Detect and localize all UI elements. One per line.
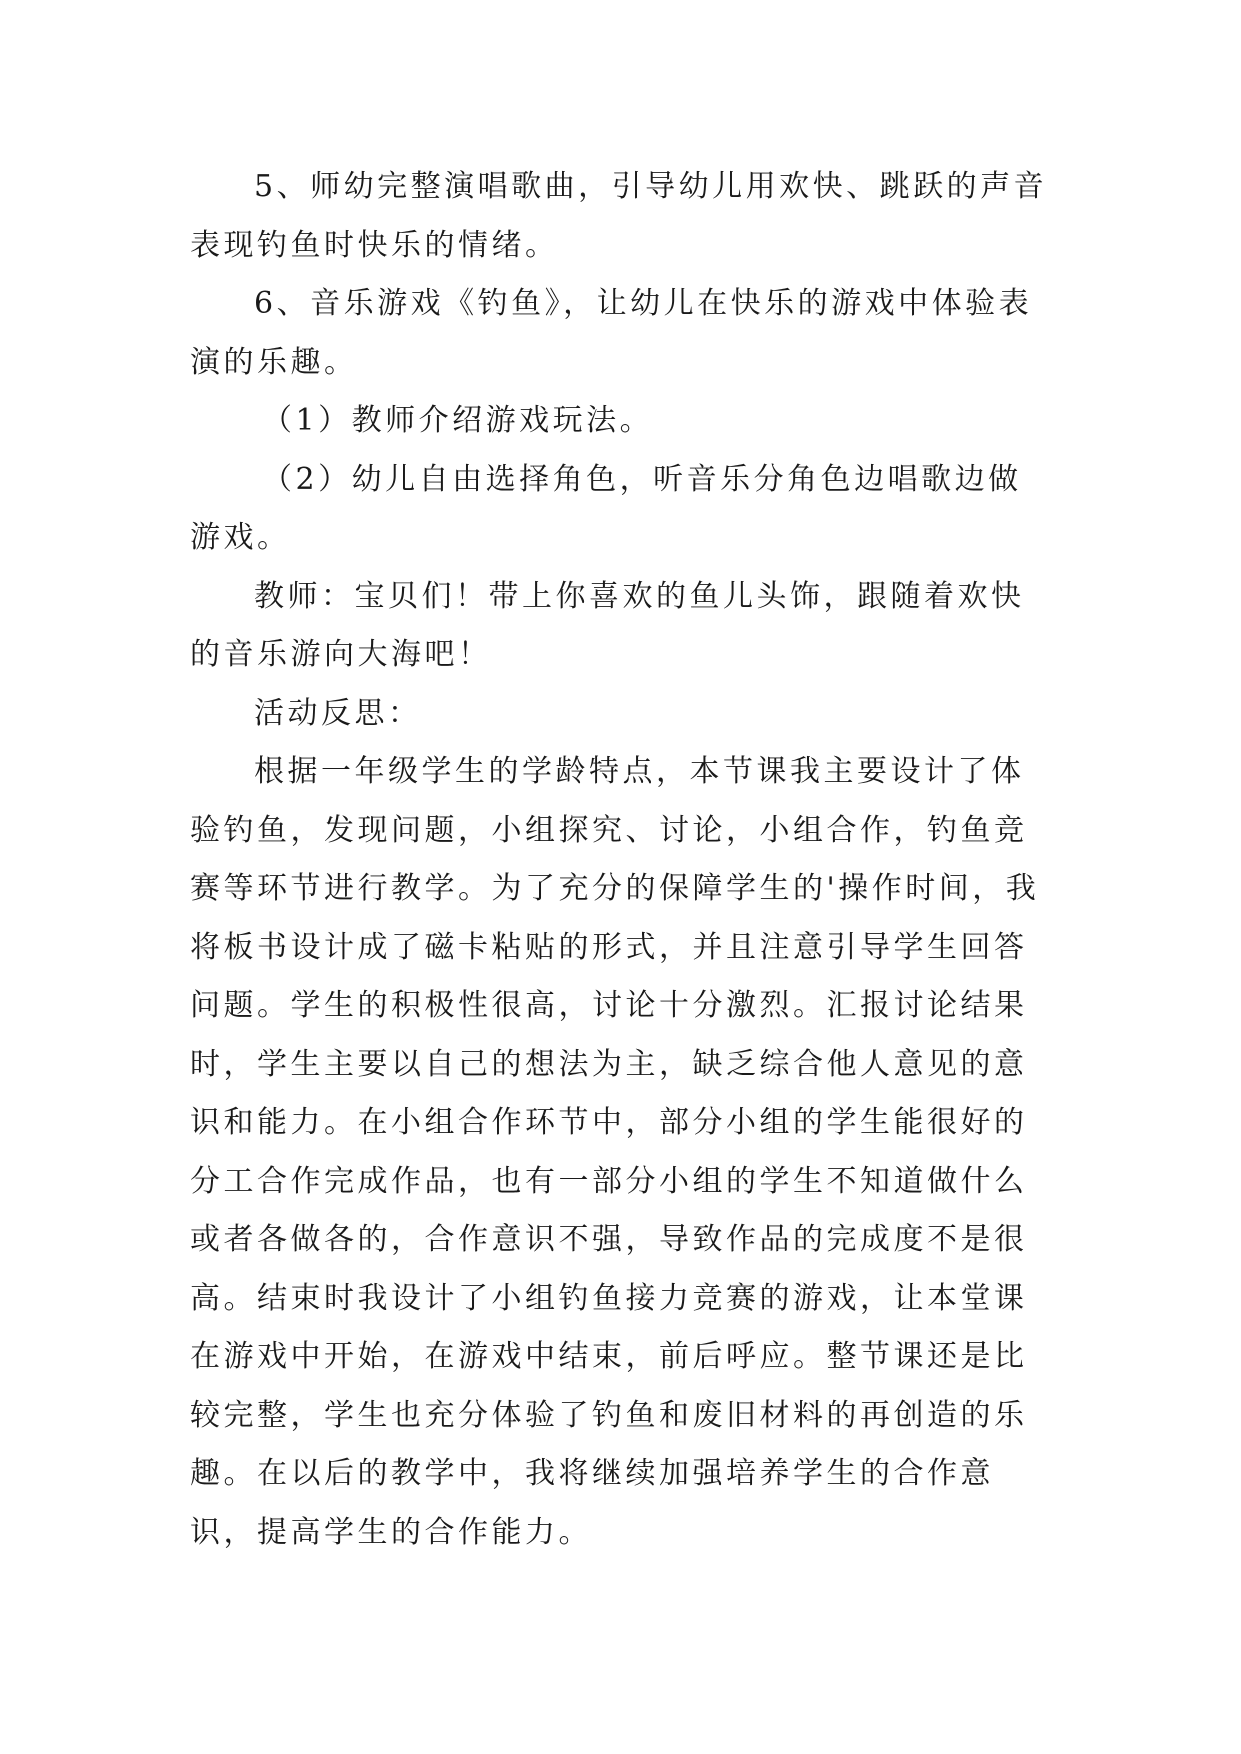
paragraph-step-6: 6、音乐游戏《钓鱼》，让幼儿在快乐的游戏中体验表演的乐趣。 <box>190 286 1033 380</box>
paragraph-substep-2: （2）幼儿自由选择角色，听音乐分角色边唱歌边做游戏。 <box>190 461 1022 555</box>
body-text <box>190 158 1050 1562</box>
section-heading-reflection: 活动反思： <box>254 695 422 731</box>
paragraph-reflection: 根据一年级学生的学龄特点，本节课我主要设计了体验钓鱼，发现问题，小组探究、讨论，小组合作，钓鱼竞赛等环节进行教学。为了充分的保障学生的'操作时间，我将板书设计成了磁卡粘贴的形式，并且注意引导学生回答问题。学生的积极性很高，讨论十分激烈。汇报讨论结果时，学生主要以自己的想法为主，缺乏综合他人意见的意识和能力。在小组合作环节中，部分小组的学生能很好的分工合作完成作品，也有一部分小组的学生不知道做什么或者各做各的，合作意识不强，导致作品的完成度不是很高。结束时我设计了小组钓鱼接力竞赛的游戏，让本堂课在游戏中开始，在游戏中结束，前后呼应。整节课还是比较完整，学生也充分体验了钓鱼和废旧材料的再创造的乐趣。在以后的教学中，我将继续加强培养学生的合作意识，提高学生的合作能力。 <box>190 754 1040 1550</box>
paragraph-substep-1: （1）教师介绍游戏玩法。 <box>262 403 654 438</box>
paragraph-teacher-line: 教师：宝贝们！带上你喜欢的鱼儿头饰，跟随着欢快的音乐游向大海吧！ <box>190 578 1025 672</box>
paragraph-step-5: 5、师幼完整演唱歌曲，引导幼儿用欢快、跳跃的声音表现钓鱼时快乐的情绪。 <box>190 169 1048 263</box>
